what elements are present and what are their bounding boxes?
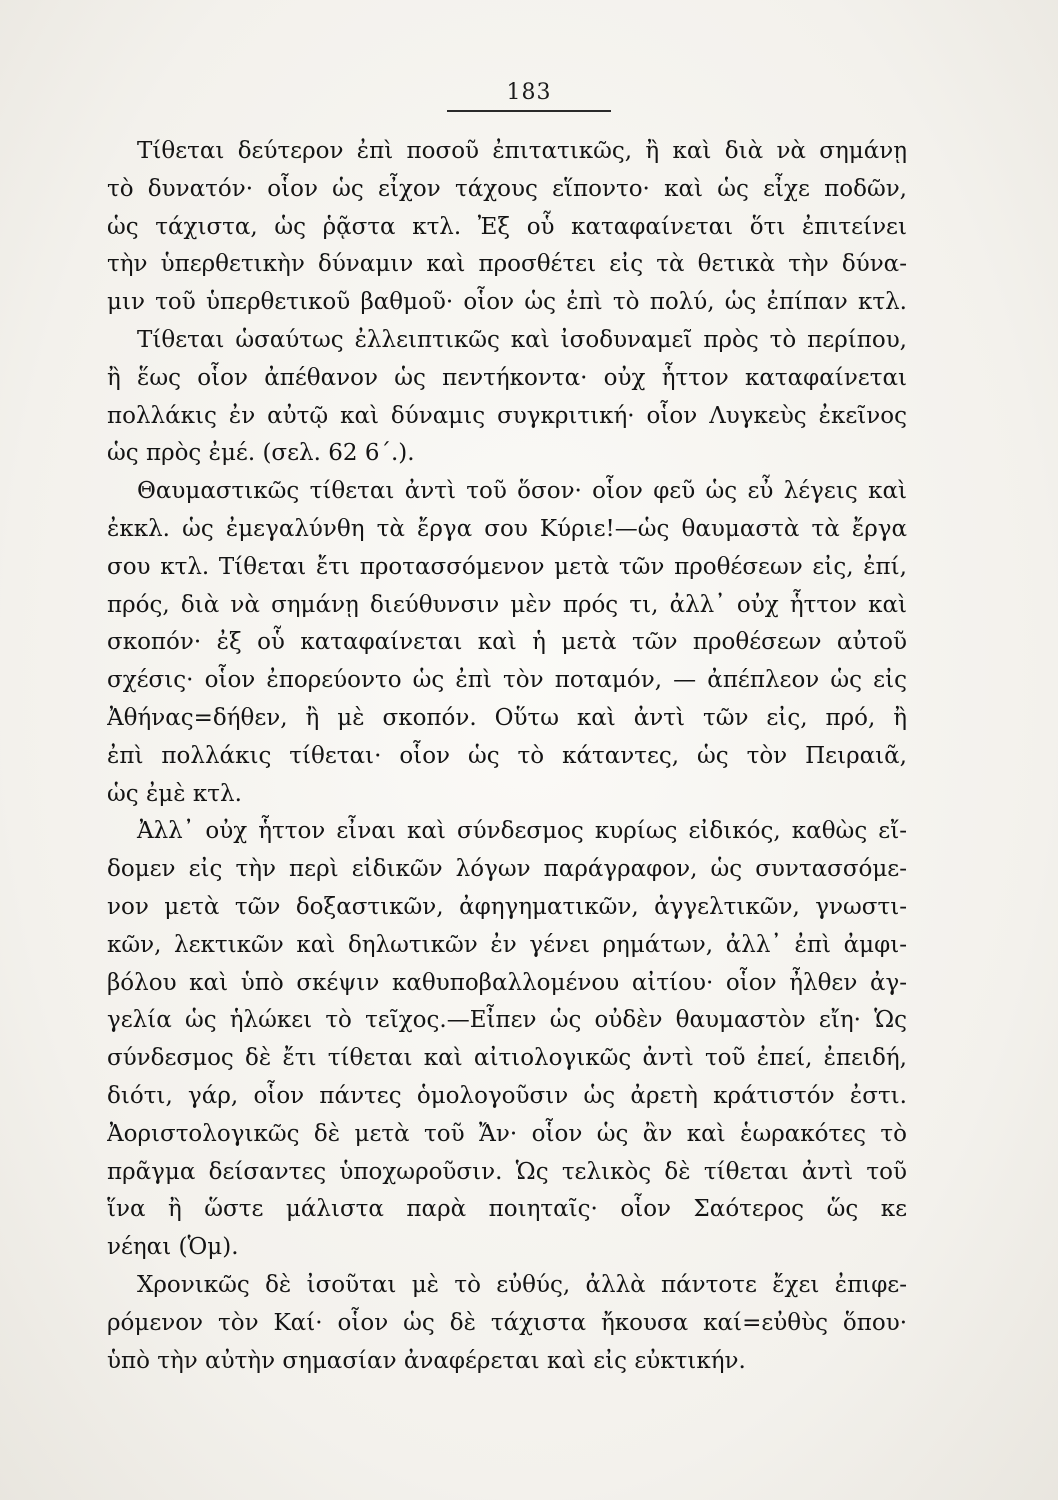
text-line: γελία ὡς ἡλώκει τὸ τεῖχος.—Εἶπεν ὡς οὐδὲν θαυμαστὸν εἴη· Ὡς	[107, 1007, 907, 1034]
text-line: Τίθεται δεύτερον ἐπὶ ποσοῦ ἐπιτατικῶς, ἢ καὶ διὰ νὰ σημάνῃ	[137, 138, 907, 164]
text-line: διότι, γάρ, οἷον πάντες ὁμολογοῦσιν ὡς ἀρετὴ κράτιστόν ἐστι.	[107, 1082, 907, 1109]
text-line: μιν τοῦ ὑπερθετικοῦ βαθμοῦ· οἷον ὡς ἐπὶ τὸ πολύ, ὡς ἐπίπαν κτλ.	[107, 289, 907, 316]
header-rule	[447, 110, 611, 112]
text-line: ὡς τάχιστα, ὡς ῥᾷστα κτλ. Ἐξ οὗ καταφαίνεται ὅτι ἐπιτείνει	[107, 213, 907, 240]
text-line: πρᾶγμα δείσαντες ὑποχωροῦσιν. Ὡς τελικὸς δὲ τίθεται ἀντὶ τοῦ	[107, 1158, 907, 1185]
text-line: πρός, διὰ νὰ σημάνῃ διεύθυνσιν μὲν πρός τι, ἀλλ᾿ οὐχ ἧττον καὶ	[107, 591, 907, 618]
text-line: Τίθεται ὡσαύτως ἐλλειπτικῶς καὶ ἰσοδυναμεῖ πρὸς τὸ περίπου,	[137, 326, 907, 353]
text-line: δομεν εἰς τὴν περὶ εἰδικῶν λόγων παράγραφον, ὡς συντασσόμε-	[107, 856, 907, 883]
text-line: ρόμενον τὸν Καί· οἷον ὡς δὲ τάχιστα ἤκουσα καί=εὐθὺς ὅπου·	[107, 1309, 907, 1336]
text-line: σκοπόν· ἐξ οὗ καταφαίνεται καὶ ἡ μετὰ τῶν προθέσεων αὐτοῦ	[107, 629, 907, 656]
text-line: σύνδεσμος δὲ ἔτι τίθεται καὶ αἰτιολογικῶς ἀντὶ τοῦ ἐπεί, ἐπειδή,	[107, 1045, 907, 1072]
text-line: ἐπὶ πολλάκις τίθεται· οἷον ὡς τὸ κάταντες, ὡς τὸν Πειραιᾶ,	[107, 742, 907, 769]
text-line: Ἀθήνας=δήθεν, ἢ μὲ σκοπόν. Οὕτω καὶ ἀντὶ τῶν εἰς, πρό, ἢ	[107, 704, 907, 731]
body-text	[107, 133, 907, 1380]
text-line: σχέσις· οἷον ἐπορεύοντο ὡς ἐπὶ τὸν ποταμόν, — ἀπέπλεον ὡς εἰς	[107, 667, 907, 694]
page-number: 183	[506, 80, 552, 105]
text-line: ἵνα ἢ ὥστε μάλιστα παρὰ ποιηταῖς· οἷον Σαότερος ὥς κε	[107, 1196, 907, 1223]
text-line: τὴν ὑπερθετικὴν δύναμιν καὶ προσθέτει εἰς τὰ θετικὰ τὴν δύνα-	[107, 251, 907, 278]
text-line: Χρονικῶς δὲ ἰσοῦται μὲ τὸ εὐθύς, ἀλλὰ πάντοτε ἔχει ἐπιφε-	[137, 1271, 907, 1298]
text-line: κῶν, λεκτικῶν καὶ δηλωτικῶν ἐν γένει ρημάτων, ἀλλ᾿ ἐπὶ ἀμφι-	[107, 931, 907, 958]
text-line: νον μετὰ τῶν δοξαστικῶν, ἀφηγηματικῶν, ἀγγελτικῶν, γνωστι-	[107, 893, 907, 920]
text-line: τὸ δυνατόν· οἷον ὡς εἶχον τάχους εἵποντο· καὶ ὡς εἶχε ποδῶν,	[107, 175, 907, 202]
text-line: ὡς πρὸς ἐμέ. (σελ. 62 6΄.).	[107, 440, 415, 467]
text-line: βόλου καὶ ὑπὸ σκέψιν καθυποβαλλομένου αἰτίου· οἷον ἦλθεν ἀγ-	[107, 969, 907, 996]
text-line: Ἀοριστολογικῶς δὲ μετὰ τοῦ Ἄν· οἷον ὡς ἂν καὶ ἑωρακότες τὸ	[107, 1120, 907, 1147]
text-line: πολλάκις ἐν αὐτῷ καὶ δύναμις συγκριτική· οἷον Λυγκεὺς ἐκεῖνος	[107, 402, 907, 429]
text-line: Θαυμαστικῶς τίθεται ἀντὶ τοῦ ὅσον· οἷον φεῦ ὡς εὖ λέγεις καὶ	[137, 478, 907, 505]
text-line: ἐκκλ. ὡς ἐμεγαλύνθη τὰ ἔργα σου Κύριε!—ὡς θαυμαστὰ τὰ ἔργα	[107, 515, 907, 542]
text-line: Ἀλλ᾿ οὐχ ἧττον εἶναι καὶ σύνδεσμος κυρίως εἰδικός, καθὼς εἴ-	[137, 818, 907, 845]
text-line: σου κτλ. Τίθεται ἔτι προτασσόμενον μετὰ τῶν προθέσεων εἰς, ἐπί,	[107, 553, 907, 580]
text-line: ὡς ἐμὲ κτλ.	[107, 780, 242, 807]
text-line: ὑπὸ τὴν αὐτὴν σημασίαν ἀναφέρεται καὶ εἰς εὐκτικήν.	[107, 1347, 746, 1374]
text-line: νέηαι (Ὁμ).	[107, 1234, 239, 1261]
text-line: ἢ ἕως οἷον ἀπέθανον ὡς πεντήκοντα· οὐχ ἧττον καταφαίνεται	[107, 364, 907, 391]
